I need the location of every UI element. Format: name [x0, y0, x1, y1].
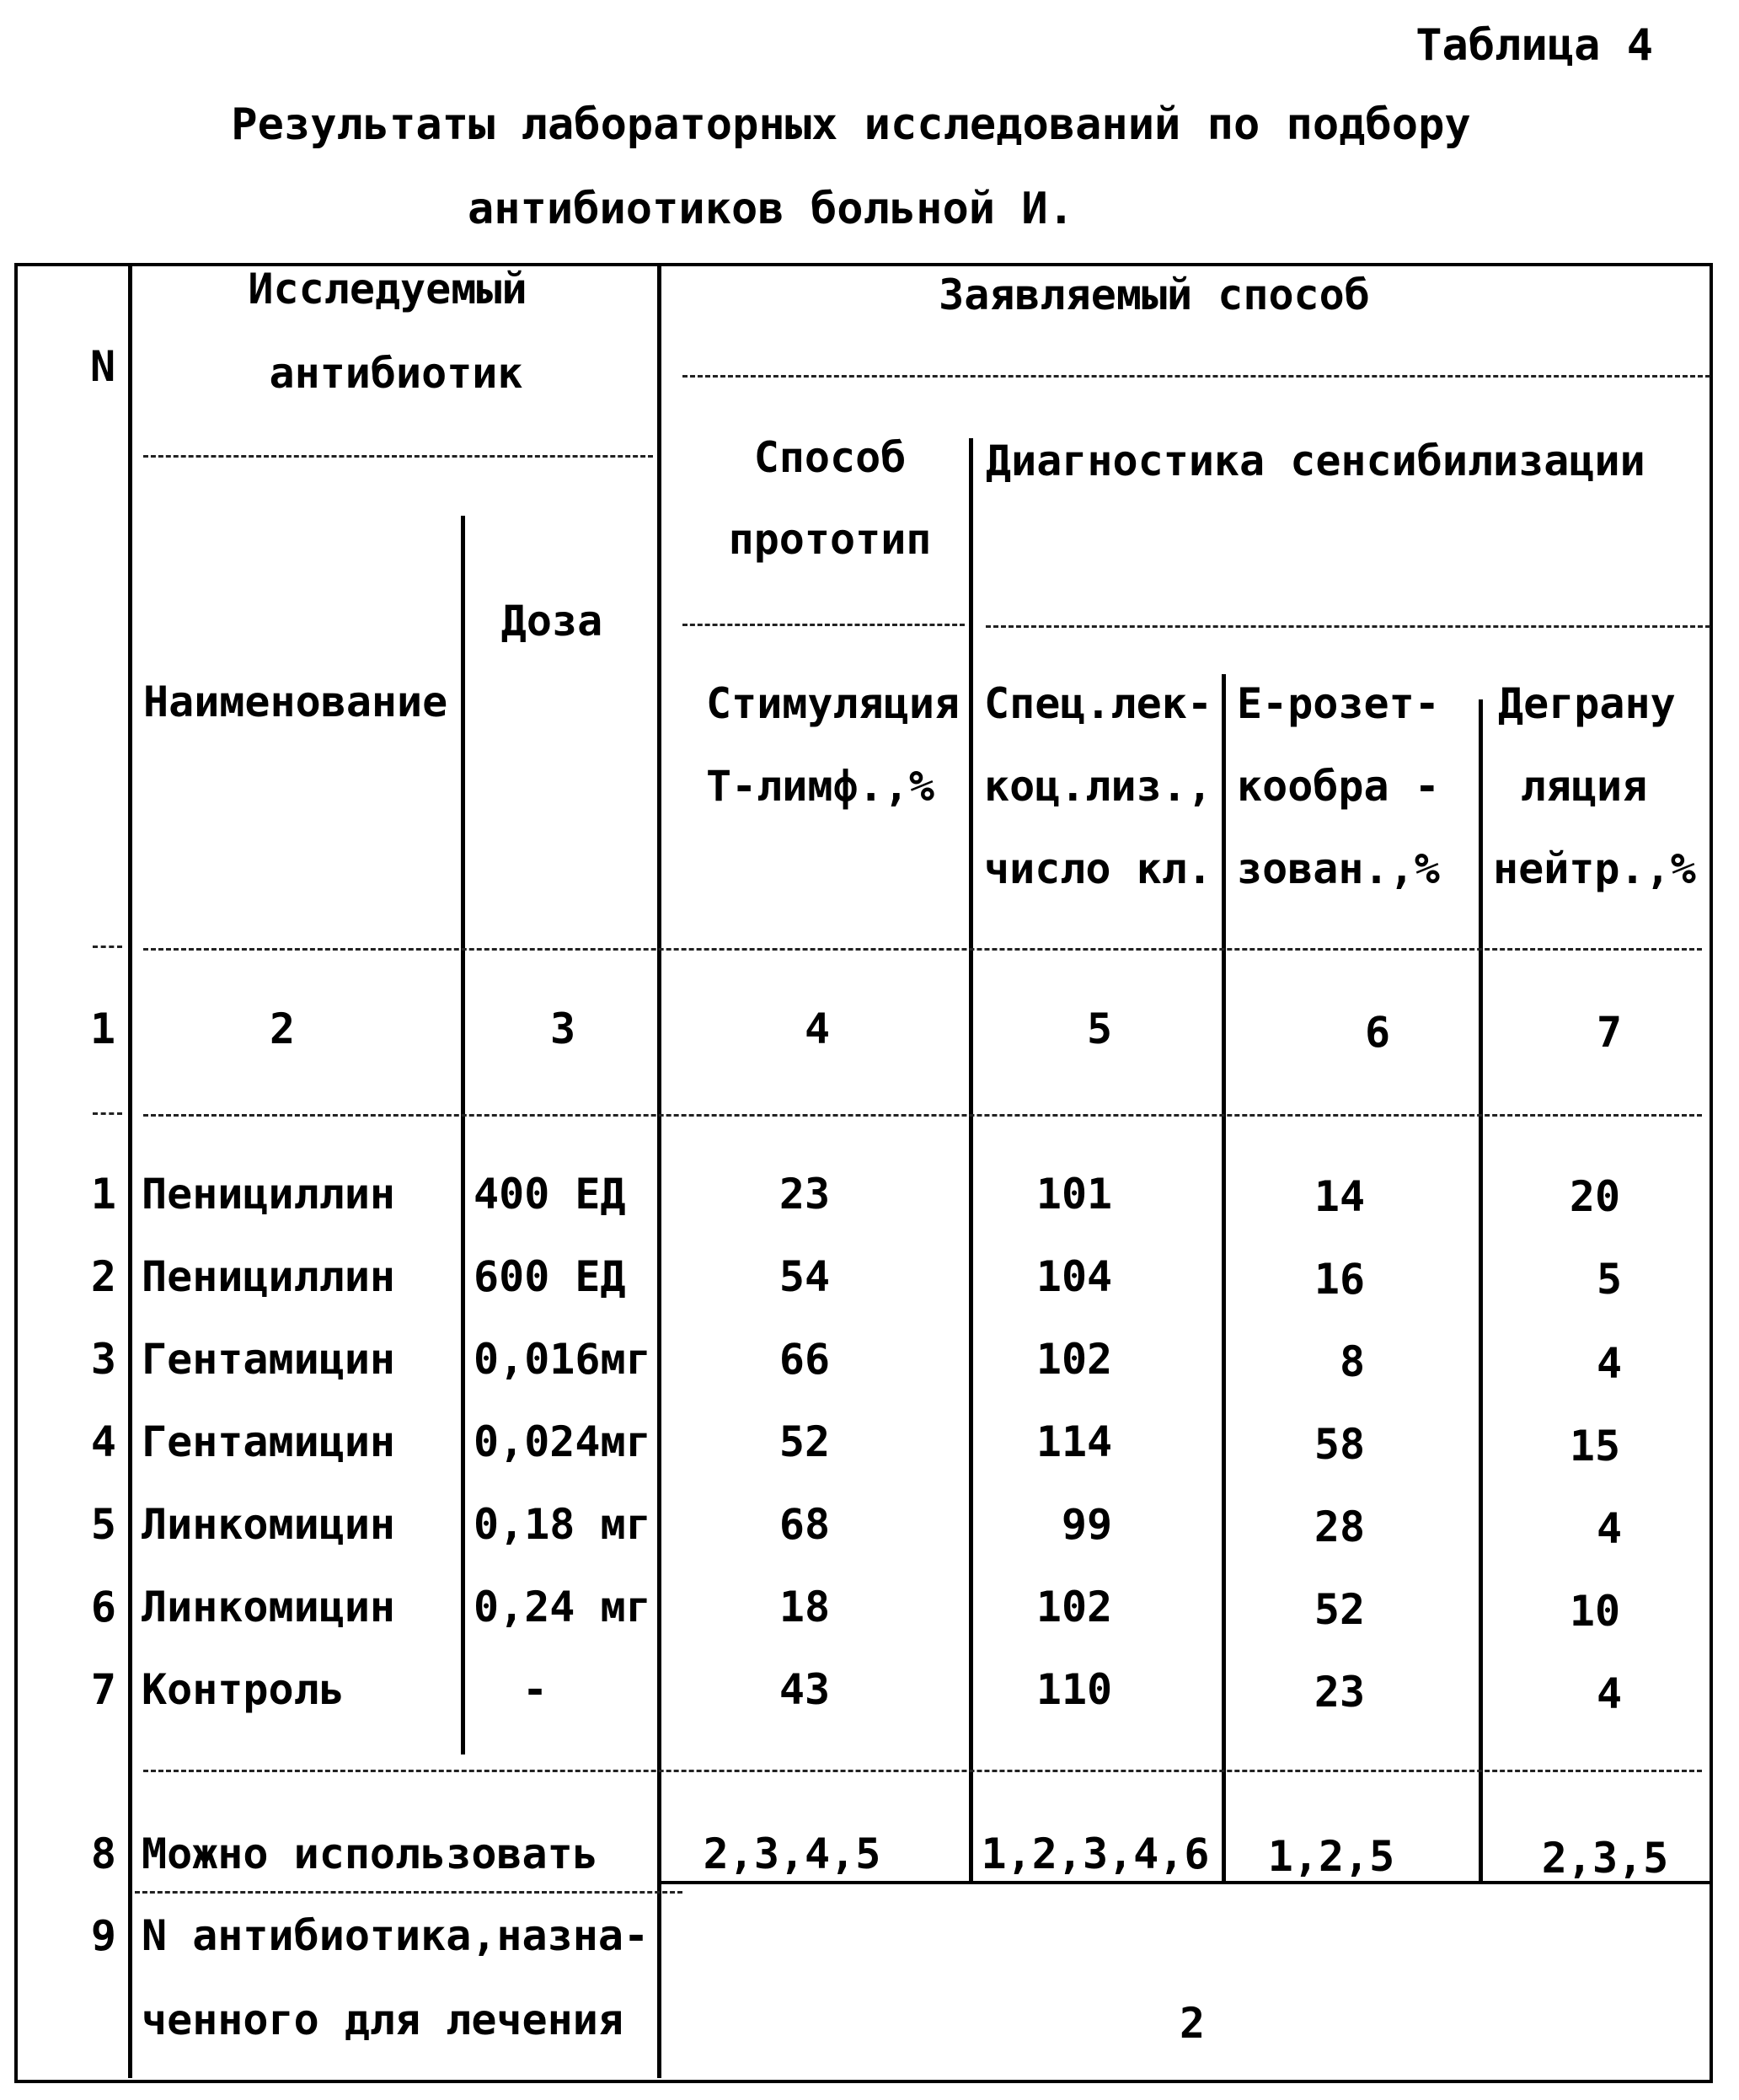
row-n: 3: [90, 1335, 116, 1384]
rule-diagnostics: [986, 625, 1710, 628]
row-n: 5: [90, 1500, 116, 1549]
header-col5-line2: коц.лиз.,: [984, 762, 1212, 811]
header-antibiotic-line2: антибиотик: [269, 349, 523, 398]
row-col4: 43: [779, 1665, 831, 1714]
row-col7: 5: [1596, 1255, 1623, 1304]
assigned-row-value: 2: [1179, 1999, 1206, 2048]
row-col5: 102: [1035, 1335, 1113, 1384]
col-divider-n: [128, 266, 132, 2078]
row-n: 7: [90, 1665, 116, 1714]
rule-claimed-method: [682, 375, 1710, 378]
header-col6-line3: зован.,%: [1237, 844, 1440, 893]
rule-numbers-bottom: [143, 1114, 1702, 1117]
row-col7: 4: [1596, 1669, 1623, 1718]
assigned-row-label-line2: ченного для лечения: [142, 1996, 623, 2044]
col-number-2: 2: [269, 1004, 296, 1053]
rule-header-bottom: [143, 948, 1702, 951]
col-number-5: 5: [1086, 1004, 1113, 1053]
table-label: Таблица 4: [1415, 20, 1653, 71]
header-n: N: [89, 342, 116, 391]
usable-row-label: Можно использовать: [142, 1829, 598, 1878]
header-dose: Доза: [500, 597, 603, 646]
rule-numbers-n: [93, 1112, 122, 1115]
row-col5: 110: [1035, 1665, 1113, 1714]
usable-row-col4: 2,3,4,5: [703, 1829, 881, 1878]
row-col4: 23: [779, 1170, 831, 1219]
row-col4: 54: [779, 1252, 831, 1301]
row-dose: 0,016мг: [474, 1335, 651, 1384]
row-col4: 68: [779, 1500, 831, 1549]
header-prototype-line2: прототип: [728, 515, 932, 564]
row-col5: 99: [1061, 1500, 1113, 1549]
row-col4: 66: [779, 1335, 831, 1384]
row-col5: 114: [1035, 1417, 1113, 1466]
row-n: 1: [90, 1170, 116, 1219]
row-col4: 52: [779, 1417, 831, 1466]
col-divider-col7: [1479, 699, 1483, 1881]
col-divider-antibiotic: [657, 266, 661, 2078]
row-col7: 20: [1569, 1172, 1621, 1221]
row-dose: 0,024мг: [474, 1417, 651, 1466]
col-divider-prototype: [969, 438, 973, 1881]
header-col7-line3: нейтр.,%: [1493, 844, 1696, 893]
table-title-line2: антибиотиков больной И.: [467, 184, 1075, 234]
row-col6: 28: [1314, 1503, 1366, 1551]
col-number-4: 4: [804, 1004, 831, 1053]
col-number-7: 7: [1596, 1008, 1623, 1057]
row-col7: 4: [1596, 1504, 1623, 1553]
row-dose: 600 ЕД: [474, 1252, 626, 1301]
row-col6: 14: [1314, 1172, 1366, 1221]
row-col7: 4: [1596, 1339, 1623, 1388]
row-dose: 0,18 мг: [474, 1500, 651, 1549]
row-dose: 0,24 мг: [474, 1583, 651, 1631]
row-col7: 10: [1569, 1587, 1621, 1636]
rule-antibiotic: [143, 455, 653, 458]
row-name: Линкомицин: [142, 1583, 396, 1631]
rule-header-n: [93, 946, 122, 948]
row-name: Гентамицин: [142, 1417, 396, 1466]
header-col7-line2: ляция: [1520, 762, 1648, 811]
header-diagnostics: Диагностика сенсибилизации: [986, 437, 1645, 485]
header-antibiotic-line1: Исследуемый: [248, 265, 527, 313]
row-col6: 8: [1339, 1337, 1366, 1386]
row-col4: 18: [779, 1583, 831, 1631]
table-title-line1: Результаты лабораторных исследований по подбору: [231, 99, 1471, 150]
usable-row-col6: 1,2,5: [1267, 1832, 1395, 1881]
assigned-row-n: 9: [90, 1911, 116, 1960]
row-col5: 104: [1035, 1252, 1113, 1301]
row-name: Контроль: [142, 1665, 345, 1714]
header-col5-line1: Спец.лек-: [984, 679, 1212, 728]
rule-usable-left: [135, 1891, 682, 1894]
row-col7: 15: [1569, 1422, 1621, 1471]
row-n: 4: [90, 1417, 116, 1466]
row-col6: 16: [1314, 1255, 1366, 1304]
header-claimed-method: Заявляемый способ: [939, 271, 1370, 319]
header-col5-line3: число кл.: [984, 844, 1212, 893]
header-col4-line2: Т-лимф.,%: [706, 762, 934, 811]
row-name: Пенициллин: [142, 1252, 396, 1301]
header-prototype-line1: Способ: [753, 433, 907, 482]
header-col4-line1: Стимуляция: [706, 679, 960, 728]
usable-row-col5: 1,2,3,4,6: [981, 1829, 1210, 1878]
assigned-row-label-line1: N антибиотика,назна-: [142, 1911, 650, 1960]
row-col6: 23: [1314, 1668, 1366, 1717]
header-col6-line1: Е-розет-: [1237, 679, 1440, 728]
header-col6-line2: кообра -: [1237, 762, 1440, 811]
usable-row-col7: 2,3,5: [1541, 1834, 1669, 1883]
col-divider-col6: [1222, 674, 1226, 1881]
row-col6: 58: [1314, 1420, 1366, 1469]
row-dose: -: [522, 1665, 548, 1714]
usable-row-n: 8: [90, 1829, 116, 1878]
row-name: Линкомицин: [142, 1500, 396, 1549]
col-divider-dose: [461, 516, 465, 1754]
rule-data-bottom: [143, 1770, 1702, 1772]
col-number-6: 6: [1364, 1008, 1391, 1057]
header-col7-line1: Деграну: [1498, 679, 1676, 728]
row-col5: 101: [1035, 1170, 1113, 1219]
row-n: 2: [90, 1252, 116, 1301]
row-name: Гентамицин: [142, 1335, 396, 1384]
col-number-3: 3: [549, 1004, 576, 1053]
rule-prototype: [682, 624, 965, 626]
row-name: Пенициллин: [142, 1170, 396, 1219]
row-col5: 102: [1035, 1583, 1113, 1631]
row-n: 6: [90, 1583, 116, 1631]
row-col6: 52: [1314, 1585, 1366, 1634]
row-dose: 400 ЕД: [474, 1170, 626, 1219]
header-name: Наименование: [143, 678, 448, 726]
col-number-1: 1: [89, 1004, 116, 1053]
